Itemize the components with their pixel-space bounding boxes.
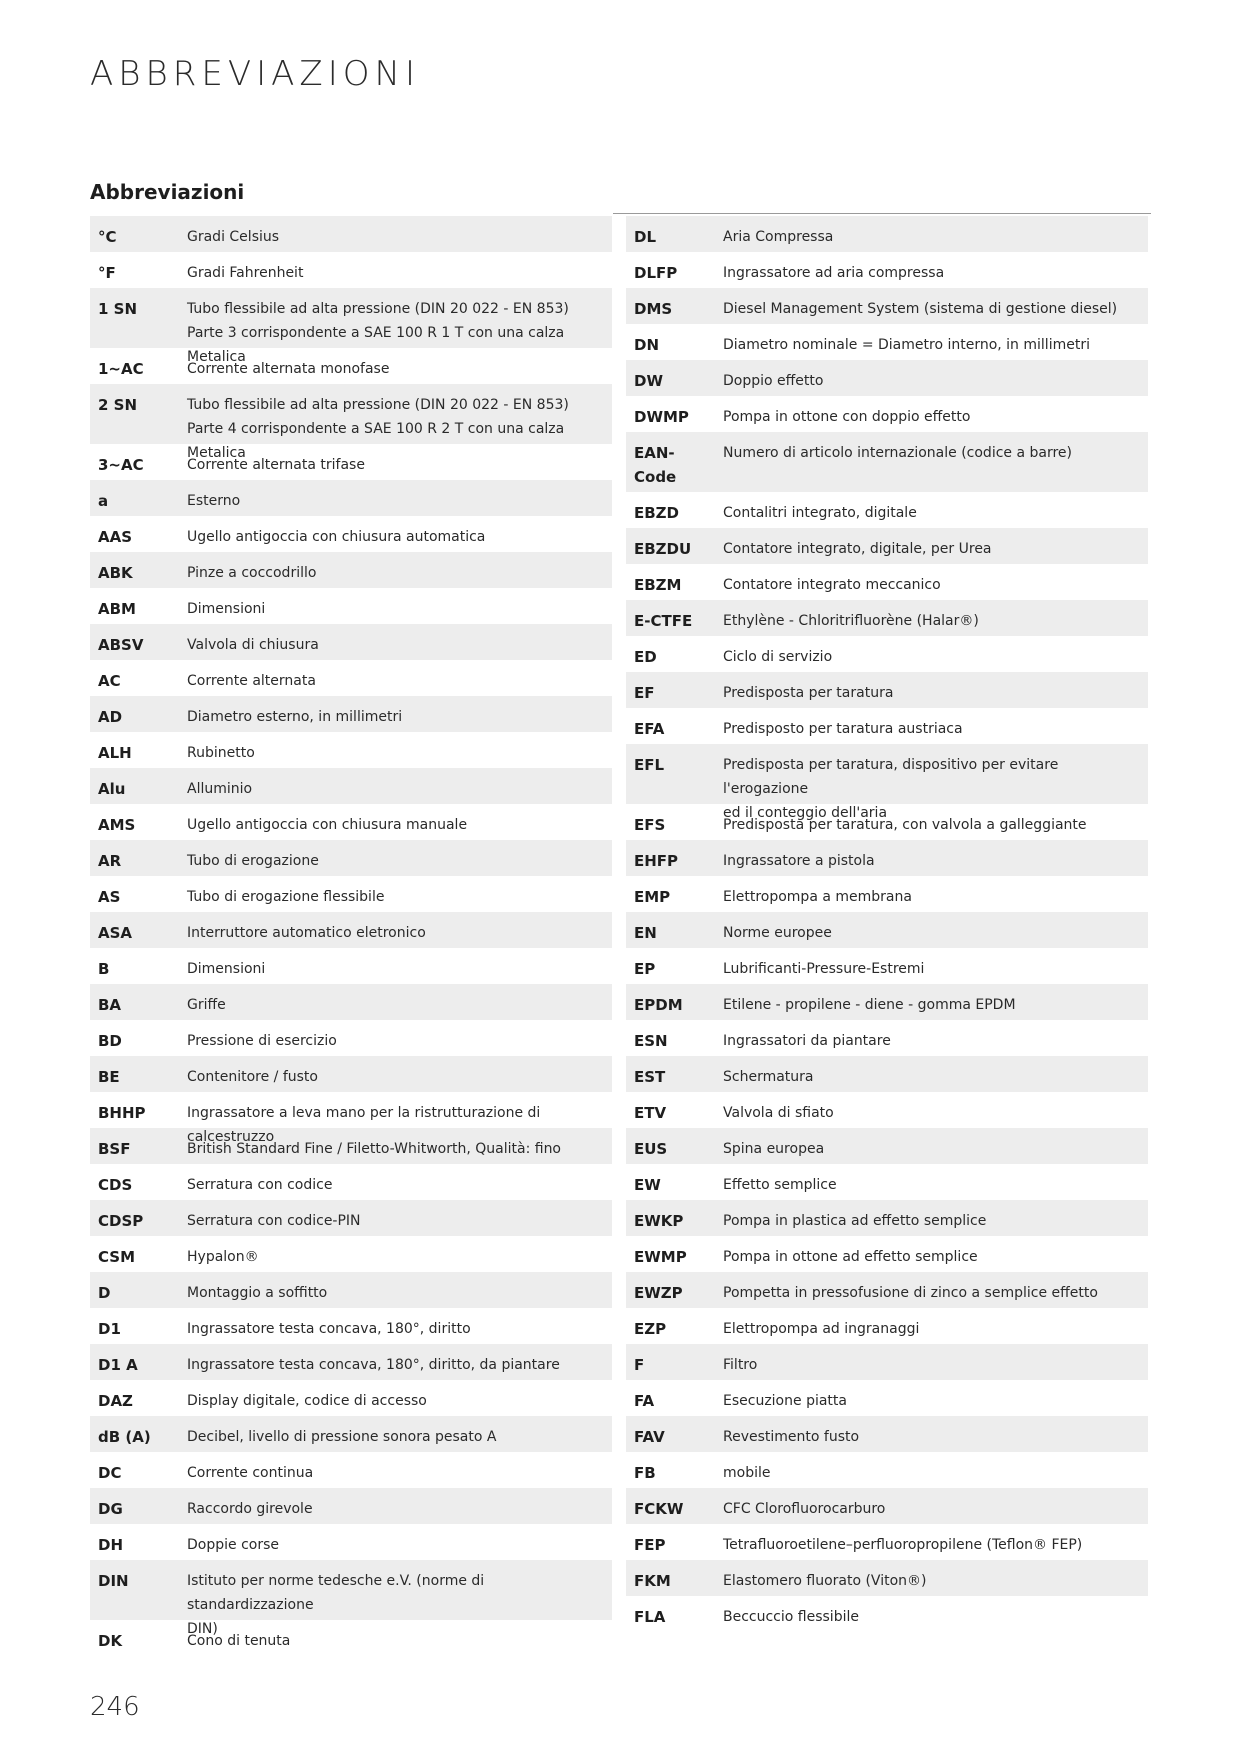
table-row xyxy=(90,552,612,588)
abbreviation-term: DN xyxy=(634,336,660,354)
abbreviation-description: Ingrassatore testa concava, 180°, diritto, da piantare xyxy=(187,1357,560,1373)
abbreviation-term: DK xyxy=(98,1632,123,1650)
abbreviation-term: B xyxy=(98,960,110,978)
abbreviation-term: BD xyxy=(98,1032,122,1050)
table-row xyxy=(90,876,612,912)
table-row xyxy=(626,324,1148,360)
abbreviation-term: EFA xyxy=(634,720,665,738)
abbreviation-term: EHFP xyxy=(634,852,679,870)
abbreviation-description: Corrente alternata xyxy=(187,673,316,689)
table-row xyxy=(90,696,612,732)
table-row xyxy=(626,1524,1148,1560)
abbreviation-description: CFC Clorofluorocarburo xyxy=(723,1501,886,1517)
abbreviation-term: E-CTFE xyxy=(634,612,693,630)
abbreviation-term: ABK xyxy=(98,564,133,582)
abbreviation-term: DWMP xyxy=(634,408,689,426)
table-row xyxy=(90,444,612,480)
abbreviation-description: Ingrassatore testa concava, 180°, diritto xyxy=(187,1321,471,1337)
table-row xyxy=(90,624,612,660)
section-title: Abbreviazioni xyxy=(90,180,245,204)
table-row xyxy=(90,1560,612,1637)
abbreviation-description: Numero di articolo internazionale (codice a barre) xyxy=(723,445,1072,461)
abbreviation-description: Predisposta per taratura xyxy=(723,685,894,701)
abbreviation-term: AR xyxy=(98,852,122,870)
table-row xyxy=(90,1380,612,1416)
abbreviation-term: DW xyxy=(634,372,663,390)
abbreviation-description: Predisposto per taratura austriaca xyxy=(723,721,963,737)
table-row xyxy=(90,480,612,516)
table-row xyxy=(90,1344,612,1380)
table-row xyxy=(626,1056,1148,1092)
table-row xyxy=(626,1308,1148,1344)
table-row xyxy=(90,804,612,840)
abbreviation-description: Pinze a coccodrillo xyxy=(187,565,317,581)
table-row xyxy=(626,528,1148,564)
table-row xyxy=(90,516,612,552)
abbreviation-description: Serratura con codice xyxy=(187,1177,333,1193)
abbreviation-description: Griffe xyxy=(187,997,226,1013)
abbreviation-description: Tubo flessibile ad alta pressione (DIN 20 022 - EN 853) Parte 4 corrispondente a SAE 100 R 2 T con una calza Metalica xyxy=(187,397,569,461)
abbreviation-term: EST xyxy=(634,1068,666,1086)
abbreviation-term: EBZM xyxy=(634,576,682,594)
table-row xyxy=(626,1488,1148,1524)
abbreviation-description: Tubo di erogazione flessibile xyxy=(187,889,385,905)
abbreviation-description: Predisposta per taratura, con valvola a galleggiante xyxy=(723,817,1087,833)
table-row xyxy=(90,252,612,288)
abbreviation-term: ASA xyxy=(98,924,133,942)
abbreviation-description: Esterno xyxy=(187,493,241,509)
abbreviation-description: Tetrafluoroetilene–perfluoropropilene (Teflon® FEP) xyxy=(723,1537,1083,1553)
abbreviation-description: Corrente alternata trifase xyxy=(187,457,365,473)
table-row xyxy=(90,1164,612,1200)
abbreviation-description: Elastomero fluorato (Viton®) xyxy=(723,1573,927,1589)
abbreviation-term: AS xyxy=(98,888,121,906)
abbreviation-description: Serratura con codice-PIN xyxy=(187,1213,361,1229)
abbreviation-description: Diametro nominale = Diametro interno, in millimetri xyxy=(723,337,1090,353)
abbreviation-term: FEP xyxy=(634,1536,666,1554)
abbreviation-description: Norme europee xyxy=(723,925,832,941)
abbreviation-description: Dimensioni xyxy=(187,961,266,977)
abbreviation-description: Filtro xyxy=(723,1357,758,1373)
abbreviation-term: EWKP xyxy=(634,1212,684,1230)
abbreviation-term: BE xyxy=(98,1068,120,1086)
abbreviation-term: FA xyxy=(634,1392,655,1410)
abbreviation-term: F xyxy=(634,1356,645,1374)
abbreviation-term: EAN- Code xyxy=(634,444,677,486)
table-row xyxy=(626,564,1148,600)
abbreviation-term: DAZ xyxy=(98,1392,133,1410)
table-row xyxy=(626,1272,1148,1308)
abbreviation-term: 3~AC xyxy=(98,456,144,474)
abbreviation-description: Beccuccio flessibile xyxy=(723,1609,859,1625)
abbreviation-description: Contatore integrato, digitale, per Urea xyxy=(723,541,992,557)
page-number: 246 xyxy=(90,1692,140,1722)
table-row xyxy=(626,360,1148,396)
table-row xyxy=(90,1524,612,1560)
table-row xyxy=(90,1416,612,1452)
abbreviation-term: DL xyxy=(634,228,657,246)
abbreviation-description: Ugello antigoccia con chiusura automatica xyxy=(187,529,486,545)
abbreviation-description: Decibel, livello di pressione sonora pesato A xyxy=(187,1429,497,1445)
abbreviation-term: ESN xyxy=(634,1032,668,1050)
table-row xyxy=(626,876,1148,912)
abbreviation-term: FKM xyxy=(634,1572,671,1590)
table-row xyxy=(626,432,1148,492)
abbreviation-term: EFS xyxy=(634,816,666,834)
abbreviation-description: Tubo di erogazione xyxy=(187,853,319,869)
abbreviation-description: Gradi Fahrenheit xyxy=(187,265,304,281)
abbreviation-term: BA xyxy=(98,996,122,1014)
abbreviation-term: ED xyxy=(634,648,657,666)
abbreviation-description: Doppio effetto xyxy=(723,373,824,389)
abbreviation-description: Contalitri integrato, digitale xyxy=(723,505,917,521)
abbreviation-description: Contenitore / fusto xyxy=(187,1069,318,1085)
abbreviation-term: D xyxy=(98,1284,111,1302)
table-row xyxy=(90,1128,612,1164)
abbreviation-term: BSF xyxy=(98,1140,131,1158)
abbreviation-description: Raccordo girevole xyxy=(187,1501,313,1517)
abbreviation-description: Pompetta in pressofusione di zinco a semplice effetto xyxy=(723,1285,1098,1301)
table-row xyxy=(90,912,612,948)
table-row xyxy=(626,288,1148,324)
abbreviation-term: EWMP xyxy=(634,1248,687,1266)
abbreviation-term: CDSP xyxy=(98,1212,144,1230)
abbreviation-term: EP xyxy=(634,960,656,978)
abbreviation-description: Ingrassatore a pistola xyxy=(723,853,875,869)
abbreviation-description: Pressione di esercizio xyxy=(187,1033,337,1049)
abbreviation-term: CDS xyxy=(98,1176,133,1194)
table-row xyxy=(90,1272,612,1308)
page-heading: ABBREVIAZIONI xyxy=(90,54,420,94)
abbreviation-description: Predisposta per taratura, dispositivo per evitare l'erogazione ed il conteggio dell'aria xyxy=(723,757,1059,821)
abbreviation-term: EBZDU xyxy=(634,540,692,558)
abbreviation-description: Istituto per norme tedesche e.V. (norme di standardizzazione DIN) xyxy=(187,1573,485,1637)
abbreviation-term: ETV xyxy=(634,1104,667,1122)
abbreviation-description: Valvola di sfiato xyxy=(723,1105,834,1121)
abbreviation-description: Interruttore automatico eletronico xyxy=(187,925,426,941)
abbreviation-description: Schermatura xyxy=(723,1069,814,1085)
abbreviation-term: DMS xyxy=(634,300,673,318)
abbreviation-description: Valvola di chiusura xyxy=(187,637,319,653)
abbreviation-description: Esecuzione piatta xyxy=(723,1393,847,1409)
table-row xyxy=(626,216,1148,252)
abbreviation-term: AAS xyxy=(98,528,133,546)
table-row xyxy=(626,492,1148,528)
abbreviation-term: DLFP xyxy=(634,264,678,282)
abbreviation-description: Elettropompa a membrana xyxy=(723,889,912,905)
table-row xyxy=(626,636,1148,672)
abbreviation-term: ABM xyxy=(98,600,136,618)
abbreviation-term: EFL xyxy=(634,756,665,774)
table-row xyxy=(626,1092,1148,1128)
table-row xyxy=(626,1164,1148,1200)
table-row xyxy=(626,1020,1148,1056)
abbreviation-description: Ciclo di servizio xyxy=(723,649,833,665)
table-row xyxy=(90,348,612,384)
abbreviation-term: EPDM xyxy=(634,996,683,1014)
abbreviation-term: °F xyxy=(98,264,116,282)
abbreviation-term: FB xyxy=(634,1464,656,1482)
abbreviation-description: Corrente continua xyxy=(187,1465,314,1481)
table-row xyxy=(90,732,612,768)
abbreviation-description: Ingrassatore a leva mano per la ristrutturazione di calcestruzzo xyxy=(187,1105,541,1145)
abbreviation-description: Tubo flessibile ad alta pressione (DIN 20 022 - EN 853) Parte 3 corrispondente a SAE 100 R 1 T con una calza Metalica xyxy=(187,301,569,365)
abbreviation-description: Etilene - propilene - diene - gomma EPDM xyxy=(723,997,1016,1013)
abbreviation-term: FCKW xyxy=(634,1500,684,1518)
table-row xyxy=(90,1452,612,1488)
table-row xyxy=(90,768,612,804)
abbreviation-term: ALH xyxy=(98,744,132,762)
table-row xyxy=(626,1344,1148,1380)
table-row xyxy=(90,1488,612,1524)
abbreviation-description: Rubinetto xyxy=(187,745,255,761)
abbreviation-description: Corrente alternata monofase xyxy=(187,361,390,377)
abbreviation-term: EMP xyxy=(634,888,671,906)
abbreviation-term: DH xyxy=(98,1536,124,1554)
table-row xyxy=(90,840,612,876)
abbreviation-description: Cono di tenuta xyxy=(187,1633,291,1649)
abbreviation-term: FAV xyxy=(634,1428,665,1446)
table-row xyxy=(626,912,1148,948)
abbreviation-description: Aria Compressa xyxy=(723,229,834,245)
abbreviation-description: Contatore integrato meccanico xyxy=(723,577,941,593)
abbreviation-term: dB (A) xyxy=(98,1428,151,1446)
abbreviation-term: a xyxy=(98,492,109,510)
abbreviation-description: Elettropompa ad ingranaggi xyxy=(723,1321,920,1337)
abbreviation-description: Display digitale, codice di accesso xyxy=(187,1393,427,1409)
abbreviation-description: Pompa in ottone ad effetto semplice xyxy=(723,1249,978,1265)
table-row xyxy=(626,1560,1148,1596)
table-row xyxy=(90,588,612,624)
table-row xyxy=(626,984,1148,1020)
table-row xyxy=(626,840,1148,876)
table-row xyxy=(90,288,612,365)
abbreviation-description: Ingrassatore ad aria compressa xyxy=(723,265,945,281)
abbreviation-term: FLA xyxy=(634,1608,666,1626)
abbreviation-term: 2 SN xyxy=(98,396,138,414)
abbreviation-description: Ingrassatori da piantare xyxy=(723,1033,891,1049)
abbreviation-description: Doppie corse xyxy=(187,1537,279,1553)
table-row xyxy=(90,948,612,984)
table-row xyxy=(626,600,1148,636)
abbreviation-term: 1 SN xyxy=(98,300,138,318)
header-rule xyxy=(613,213,1151,214)
abbreviation-term: EBZD xyxy=(634,504,680,522)
table-row xyxy=(90,216,612,252)
table-row xyxy=(626,1380,1148,1416)
table-row xyxy=(90,1200,612,1236)
table-row xyxy=(90,1308,612,1344)
abbreviation-column-right xyxy=(626,216,1148,1632)
table-row xyxy=(626,1128,1148,1164)
table-row xyxy=(90,1092,612,1145)
table-row xyxy=(626,672,1148,708)
abbreviation-description: mobile xyxy=(723,1465,771,1481)
table-row xyxy=(626,708,1148,744)
abbreviation-term: AD xyxy=(98,708,123,726)
abbreviation-description: Pompa in ottone con doppio effetto xyxy=(723,409,971,425)
abbreviation-term: EW xyxy=(634,1176,661,1194)
table-row xyxy=(90,1020,612,1056)
table-row xyxy=(626,396,1148,432)
abbreviation-description: Montaggio a soffitto xyxy=(187,1285,328,1301)
abbreviation-description: Gradi Celsius xyxy=(187,229,280,245)
table-row xyxy=(626,1236,1148,1272)
abbreviation-description: Revestimento fusto xyxy=(723,1429,860,1445)
abbreviation-term: BHHP xyxy=(98,1104,146,1122)
abbreviation-term: ABSV xyxy=(98,636,144,654)
table-row xyxy=(90,1056,612,1092)
abbreviation-description: Hypalon® xyxy=(187,1249,259,1265)
abbreviation-description: Effetto semplice xyxy=(723,1177,837,1193)
abbreviation-term: AMS xyxy=(98,816,136,834)
table-row xyxy=(90,384,612,461)
abbreviation-term: EWZP xyxy=(634,1284,683,1302)
abbreviation-description: Diametro esterno, in millimetri xyxy=(187,709,403,725)
table-row xyxy=(626,1452,1148,1488)
table-row xyxy=(626,252,1148,288)
abbreviation-column-left xyxy=(90,216,612,1656)
abbreviation-description: Diesel Management System (sistema di gestione diesel) xyxy=(723,301,1118,317)
abbreviation-term: D1 A xyxy=(98,1356,138,1374)
abbreviation-description: Ethylène - Chloritrifluorène (Halar®) xyxy=(723,613,979,629)
abbreviation-term: EN xyxy=(634,924,657,942)
abbreviation-description: Dimensioni xyxy=(187,601,266,617)
abbreviation-description: Pompa in plastica ad effetto semplice xyxy=(723,1213,987,1229)
abbreviation-term: DIN xyxy=(98,1572,129,1590)
abbreviation-description: Lubrificanti-Pressure-Estremi xyxy=(723,961,925,977)
abbreviation-description: Alluminio xyxy=(187,781,253,797)
abbreviation-term: Alu xyxy=(98,780,126,798)
table-row xyxy=(626,1416,1148,1452)
abbreviation-term: EF xyxy=(634,684,655,702)
table-row xyxy=(626,744,1148,821)
abbreviation-term: D1 xyxy=(98,1320,121,1338)
abbreviation-term: EUS xyxy=(634,1140,668,1158)
abbreviation-term: 1~AC xyxy=(98,360,144,378)
abbreviation-term: AC xyxy=(98,672,121,690)
table-row xyxy=(626,948,1148,984)
abbreviation-description: Spina europea xyxy=(723,1141,825,1157)
table-row xyxy=(90,1620,612,1656)
table-row xyxy=(90,984,612,1020)
abbreviation-term: DG xyxy=(98,1500,123,1518)
abbreviation-term: EZP xyxy=(634,1320,667,1338)
abbreviation-description: British Standard Fine / Filetto-Whitworth, Qualità: fino xyxy=(187,1141,562,1157)
abbreviation-description: Ugello antigoccia con chiusura manuale xyxy=(187,817,468,833)
table-row xyxy=(90,1236,612,1272)
table-row xyxy=(90,660,612,696)
abbreviation-term: °C xyxy=(98,228,117,246)
table-row xyxy=(626,1596,1148,1632)
abbreviation-term: DC xyxy=(98,1464,122,1482)
table-row xyxy=(626,1200,1148,1236)
abbreviation-term: CSM xyxy=(98,1248,136,1266)
